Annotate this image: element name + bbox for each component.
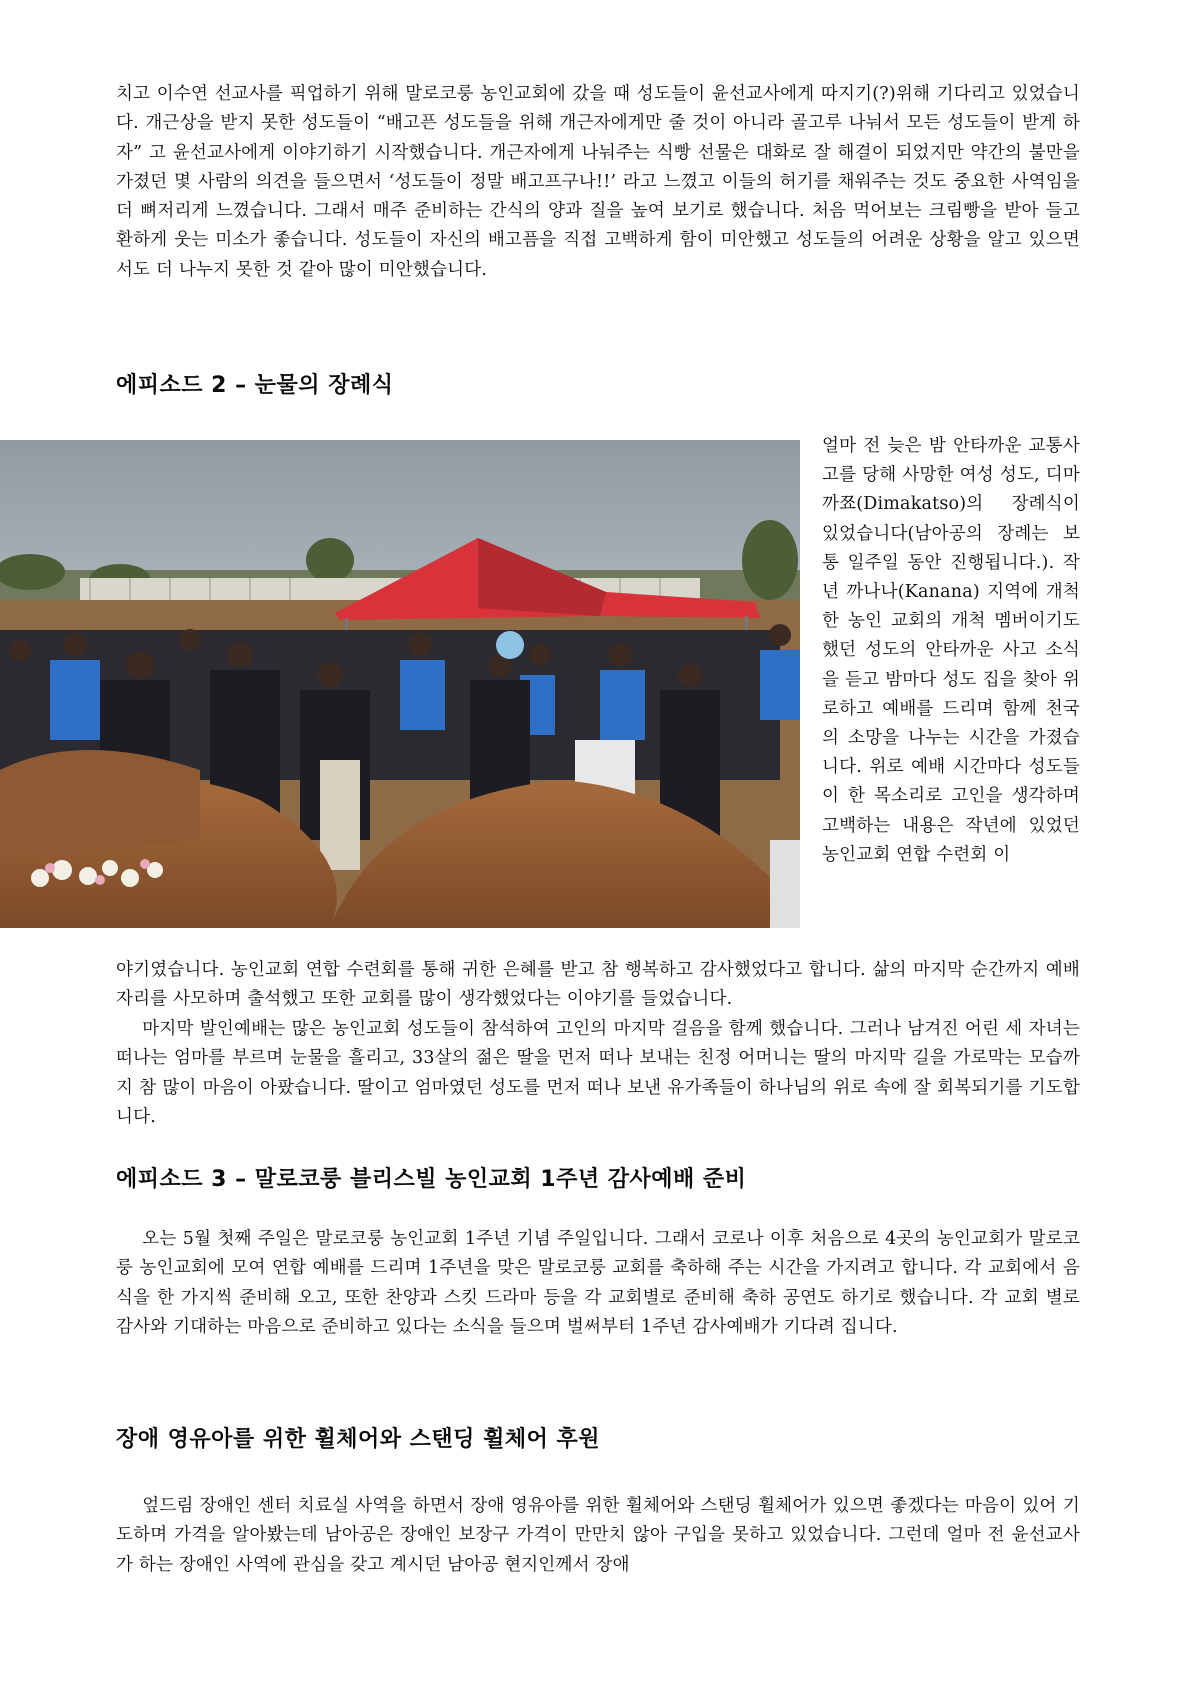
episode2-side-text: 얼마 전 늦은 밤 안타까운 교통사고를 당해 사망한 여성 성도, 디마까쬬(Dimakatso)의 장례식이 있었습니다(남아공의 장례는 보통 일주일 동안 진행됩니다.). 작년 까나나(Kanana) 지역에 개척한 농인 교회의 개척 멤버이기도 했던 성도의 안타까운 사고 소식을 듣고 밤마다 성도 집을 찾아 위로하고 예배를 드리며 함께 천국의 소망을 나누는 시간을 가졌습니다. 위로 예배 시간마다 성도들이 한 목소리로 고인을 생각하며 고백하는 내용은 작년에 있었던 농인교회 연합 수련회 이 — [822, 436, 1080, 865]
episode2-heading: 에피소드 2 – 눈물의 장례식 — [116, 373, 394, 398]
episode3-heading: 에피소드 3 – 말로코룽 블리스빌 농인교회 1주년 감사예배 준비 — [116, 1167, 747, 1192]
section4-paragraph: 엎드림 장애인 센터 치료실 사역을 하면서 장애 영유아를 위한 휠체어와 스탠딩 휠체어가 있으면 좋겠다는 마음이 있어 기도하며 가격을 알아봤는데 남아공은 장애인 보장구 가격이 만만치 않아 구입을 못하고 있었습니다. 그런데 얼마 전 윤선교사가 하는 장애인 사역에 관심을 갖고 계시던 남아공 현지인께서 장애 — [116, 1496, 1080, 1575]
funeral-photo — [0, 440, 800, 928]
intro-paragraph: 치고 이수연 선교사를 픽업하기 위해 말로코룽 농인교회에 갔을 때 성도들이 윤선교사에게 따지기(?)위해 기다리고 있었습니다. 개근상을 받지 못한 성도들이 “배고픈 성도들을 위해 개근자에게만 줄 것이 아니라 골고루 나눠서 모든 성도들이 받게 하자” 고 윤선교사에게 이야기하기 시작했습니다. 개근자에게 나눠주는 식빵 선물은 대화로 잘 해결이 되었지만 약간의 불만을 가졌던 몇 사람의 의견을 들으면서 ‘성도들이 정말 배고프구나!!’ 라고 느꼈고 이들의 허기를 채워주는 것도 중요한 사역임을 더 뼈저리게 느꼈습니다. 그래서 매주 준비하는 간식의 양과 질을 높여 보기로 했습니다. 처음 먹어보는 크림빵을 받아 들고 환하게 웃는 미소가 좋습니다. 성도들이 자신의 배고픔을 직접 고백하게 함이 미안했고 성도들의 어려운 상황을 알고 있으면서도 더 나누지 못한 것 같아 많이 미안했습니다. — [116, 84, 1080, 280]
episode2-continued-text: 야기였습니다. 농인교회 연합 수련회를 통해 귀한 은혜를 받고 참 행복하고 감사했었다고 합니다. 삶의 마지막 순간까지 예배 자리를 사모하며 출석했고 또한 교회를 많이 생각했었다는 이야기를 들었습니다. — [116, 960, 1080, 1010]
episode3-paragraph: 오는 5월 첫째 주일은 말로코룽 농인교회 1주년 기념 주일입니다. 그래서 코로나 이후 처음으로 4곳의 농인교회가 말로코룽 농인교회에 모여 연합 예배를 드리며 1주년을 맞은 말로코룽 교회를 축하해 주는 시간을 가지려고 합니다. 각 교회에서 음식을 한 가지씩 준비해 오고, 또한 찬양과 스킷 드라마 등을 각 교회별로 준비해 축하 공연도 하기로 했습니다. 각 교회 별로 감사와 기대하는 마음으로 준비하고 있다는 소식을 들으며 벌써부터 1주년 감사예배가 기다려 집니다. — [116, 1229, 1080, 1337]
section4-heading: 장애 영유아를 위한 휠체어와 스탠딩 휠체어 후원 — [116, 1427, 600, 1452]
episode2-paragraph-2: 마지막 발인예배는 많은 농인교회 성도들이 참석하여 고인의 마지막 걸음을 함께 했습니다. 그러나 남겨진 어린 세 자녀는 떠나는 엄마를 부르며 눈물을 흘리고, 33살의 젊은 딸을 먼저 떠나 보내는 친정 어머니는 딸의 마지막 길을 가로막는 모습까지 참 많이 마음이 아팠습니다. 딸이고 엄마였던 성도를 먼저 떠나 보낸 유가족들이 하나님의 위로 속에 잘 회복되기를 기도합니다. — [116, 1019, 1080, 1127]
